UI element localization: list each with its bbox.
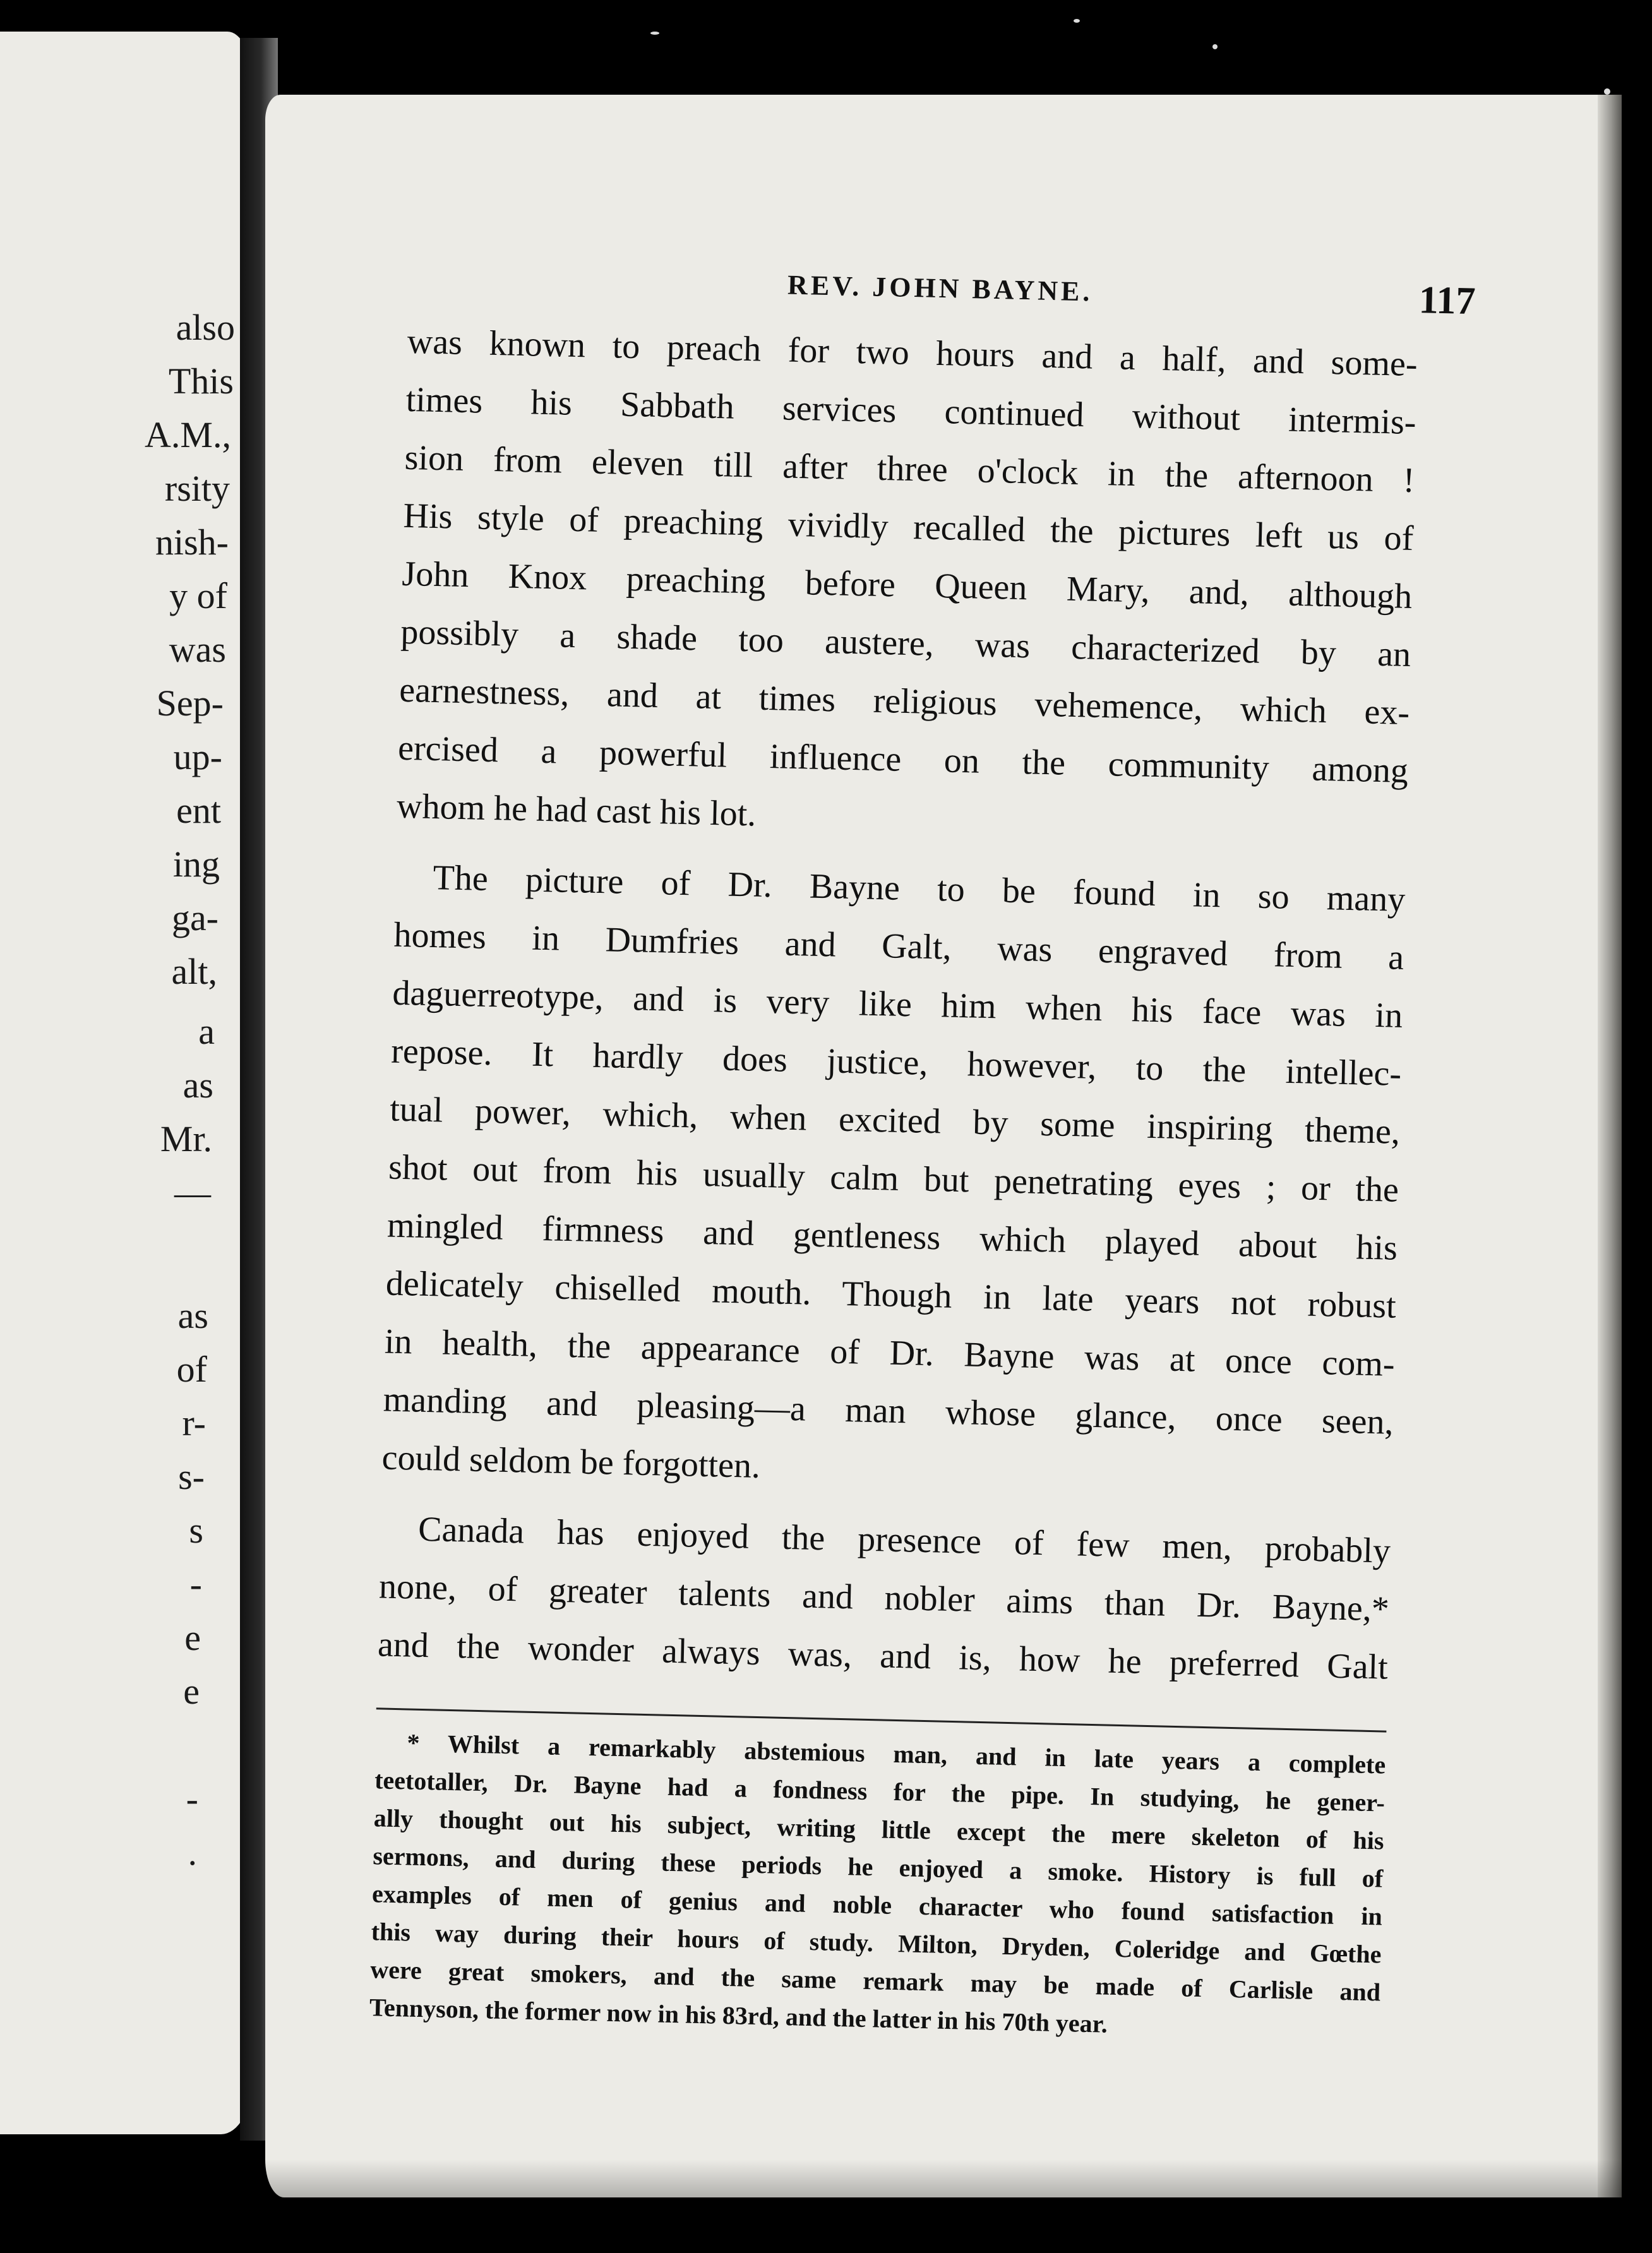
left-page-fragment: as <box>183 1065 213 1106</box>
page-shadow <box>265 2160 1622 2197</box>
text-line: The picture of Dr. Bayne to be found in so many <box>432 858 1406 919</box>
text-line: possibly a shade too austere, was characterized by an <box>400 612 1411 675</box>
scan-speck <box>1074 19 1080 23</box>
text-line: His style of preaching vividly recalled the pictures left us of <box>402 496 1414 559</box>
book-page <box>265 95 1622 2197</box>
left-page-fragment: alt, <box>171 951 217 992</box>
left-page-fragment: nish- <box>155 522 229 563</box>
scan-speck <box>1212 44 1218 49</box>
page-content <box>265 95 1622 2197</box>
footnote-line: Tennyson, the former now in his 83rd, and the latter in his 70th year. <box>369 1993 1108 2038</box>
text-line: ercised a powerful influence on the community among <box>397 728 1409 791</box>
text-line: earnestness, and at times religious vehemence, which ex- <box>398 670 1410 733</box>
body-text <box>377 313 1418 1697</box>
left-page-fragment: s- <box>178 1456 205 1497</box>
text-line: delicately chiselled mouth. Though in late years not robust <box>385 1264 1397 1326</box>
left-page-fragment: - <box>186 1778 198 1819</box>
text-line: repose. It hardly does justice, however, to the intellec- <box>390 1031 1402 1094</box>
left-page-fragment: was <box>169 629 226 670</box>
footnote-line: sermons, and during these periods he enjoyed a smoke. History is full of <box>373 1841 1384 1893</box>
footnote-line: teetotaller, Dr. Bayne had a fondness for the pipe. In studying, he gener- <box>374 1766 1386 1817</box>
footnote-line: were great smokers, and the same remark may be made of Carlisle and <box>369 1955 1381 2007</box>
left-page-fragment: e <box>184 1617 201 1658</box>
text-line: John Knox preaching before Queen Mary, and, although <box>401 554 1413 617</box>
footnote <box>369 1723 1386 2049</box>
left-page-fragment: - <box>189 1563 202 1605</box>
left-page-fragment: y of <box>169 575 227 616</box>
left-page-fragment: r- <box>182 1402 206 1443</box>
text-line: Canada has enjoyed the presence of few men, probably <box>417 1509 1391 1571</box>
text-line: none, of greater talents and nobler aims than Dr. Bayne,* <box>378 1567 1390 1629</box>
text-line: sion from eleven till after three o'clock in the afternoon ! <box>404 438 1416 501</box>
page-number: 117 <box>1418 278 1476 323</box>
scan-speck <box>650 32 659 35</box>
text-line: and the wonder always was, and is, how he preferred Galt <box>377 1625 1389 1687</box>
left-page-fragment: Sep- <box>156 683 224 724</box>
left-page-fragment: s <box>189 1510 203 1551</box>
left-page-fragment: ent <box>176 790 221 831</box>
left-page-fragment: — <box>174 1172 211 1213</box>
page-edge <box>1598 95 1622 2197</box>
left-page-fragment: . <box>188 1832 197 1873</box>
text-line: manding and pleasing—a man whose glance, once seen, <box>383 1380 1394 1442</box>
text-line: was known to preach for two hours and a half, and some- <box>407 321 1418 385</box>
text-line: could seldom be forgotten. <box>381 1438 761 1486</box>
left-page-fragment: a <box>198 1011 215 1052</box>
running-title: REV. JOHN BAYNE. <box>787 269 1094 308</box>
left-page-fragment: of <box>176 1349 207 1390</box>
left-page-fragment: also <box>176 307 235 348</box>
footnote-line: ally thought out his subject, writing little except the mere skeleton of his <box>373 1803 1384 1855</box>
text-line: whom he had cast his lot. <box>396 786 757 834</box>
text-line: in health, the appearance of Dr. Bayne was at once com- <box>384 1322 1396 1384</box>
left-page-fragment: e <box>183 1671 200 1712</box>
text-line: daguerreotype, and is very like him when his face was in <box>392 973 1403 1036</box>
text-line: times his Sabbath services continued without intermis- <box>405 379 1417 443</box>
left-page-fragment: up- <box>173 736 222 777</box>
text-line: shot out from his usually calm but penetrating eyes ; or the <box>388 1147 1399 1210</box>
left-page-fragment: This <box>168 361 234 402</box>
left-page-fragment: A.M., <box>145 414 231 455</box>
left-page-fragment: ga- <box>171 897 218 938</box>
footnote-line: * Whilst a remarkably abstemious man, and in late years a complete <box>407 1728 1386 1779</box>
left-page-fragment: Mr. <box>160 1118 212 1159</box>
left-page-fragment: as <box>177 1295 208 1336</box>
left-page-fragment: rsity <box>164 468 230 509</box>
text-line: homes in Dumfries and Galt, was engraved from a <box>393 915 1404 977</box>
footnote-line: this way during their hours of study. Milton, Dryden, Coleridge and Gœthe <box>371 1917 1382 1969</box>
left-page <box>0 32 253 2134</box>
text-line: mingled firmness and gentleness which played about his <box>386 1205 1398 1268</box>
text-line: tual power, which, when excited by some inspiring theme, <box>389 1089 1401 1152</box>
footnote-line: examples of men of genius and noble character who found satisfaction in <box>371 1879 1383 1931</box>
scan-speck <box>1604 88 1610 95</box>
left-page-fragment: ing <box>172 844 220 885</box>
